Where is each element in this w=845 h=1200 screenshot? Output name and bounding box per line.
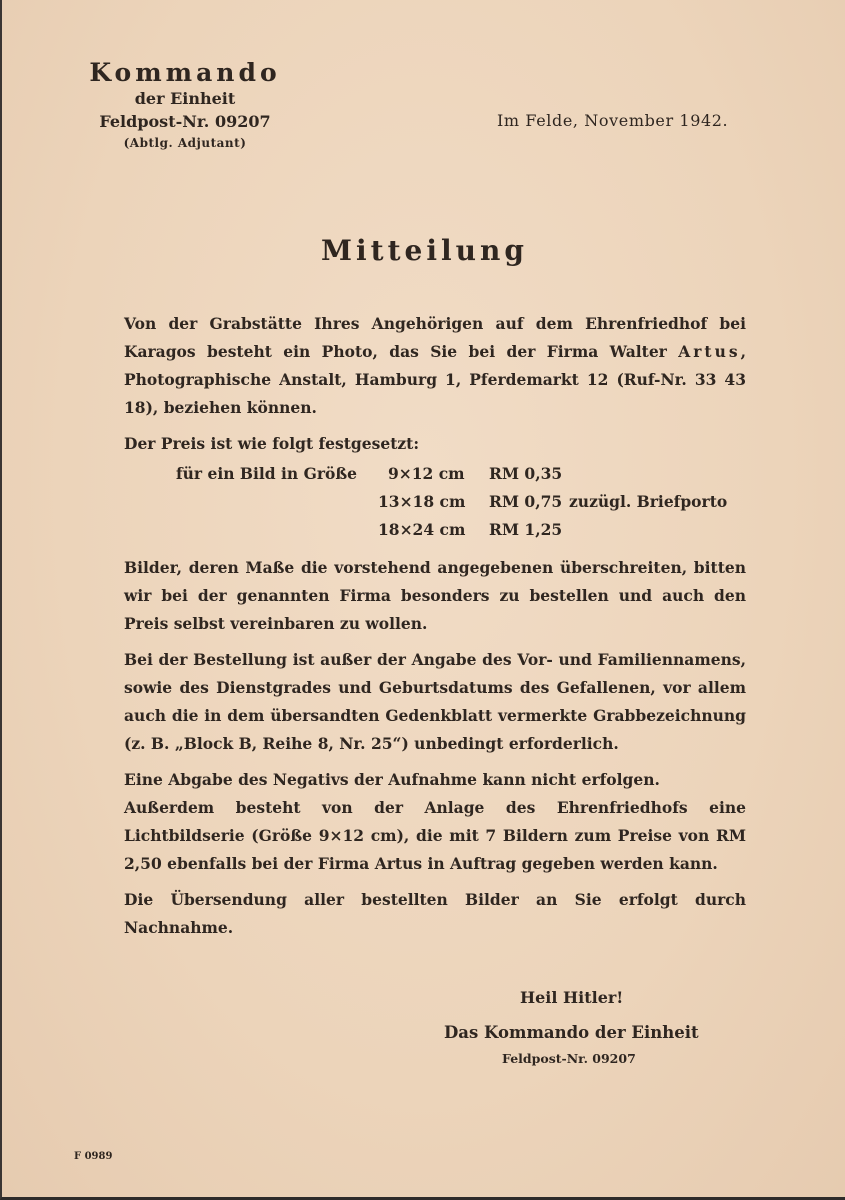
document-title: Mitteilung bbox=[321, 234, 528, 267]
price-intro: Der Preis ist wie folgt festgesetzt: bbox=[124, 434, 420, 453]
price-size: 13×18 cm bbox=[378, 492, 466, 511]
paragraph-photo bbox=[124, 310, 746, 422]
closing-signature: Das Kommando der Einheit bbox=[444, 1023, 699, 1042]
price-list bbox=[124, 460, 746, 548]
price-value: RM 0,35 bbox=[489, 464, 563, 483]
price-size: 18×24 cm bbox=[378, 520, 466, 539]
sender-block bbox=[60, 58, 310, 152]
paragraph-larger-sizes: Bilder, deren Maße die vorstehend angegebenen überschreiten, bitten wir bei der genannten Firma besonders zu bestellen und auch den Preis selbst vereinbaren zu wollen. bbox=[124, 558, 746, 633]
closing-feldpost: Feldpost-Nr. 09207 bbox=[502, 1051, 636, 1066]
price-size: 9×12 cm bbox=[388, 464, 465, 483]
sender-title: Kommando bbox=[89, 58, 281, 87]
price-note: zuzügl. Briefporto bbox=[569, 492, 728, 511]
paragraph-order-details: Bei der Bestellung ist außer der Angabe des Vor- und Familiennamens, sowie des Dienstgrades und Geburtsdatums des Gefallenen, vor allem auch die in dem übersandten Gedenkblatt vermerkte Grabbezeichnung (z. B. „Block B, Reihe 8, Nr. 25“) unbedingt erforderlich. bbox=[124, 650, 746, 753]
price-value: RM 0,75 bbox=[489, 492, 563, 511]
paragraph-photo-series: Außerdem besteht von der Anlage des Ehrenfriedhofs eine Lichtbildserie (Größe 9×12 cm), die mit 7 Bildern zum Preise von RM 2,50 ebenfalls bei der Firma Artus in Auftrag gegeben werden kann. bbox=[124, 798, 746, 873]
paragraph-photo-text-b: , Photographische Anstalt, Hamburg 1, Pferdemarkt 12 (Ruf-Nr. 33 43 18), beziehen können. bbox=[124, 342, 746, 417]
place-date: Im Felde, November 1942. bbox=[497, 111, 729, 130]
sender-feldpost: Feldpost-Nr. 09207 bbox=[99, 112, 271, 131]
price-value: RM 1,25 bbox=[489, 520, 563, 539]
sender-unit: der Einheit bbox=[134, 89, 236, 108]
sender-department: (Abtlg. Adjutant) bbox=[123, 136, 247, 150]
price-lead: für ein Bild in Größe bbox=[176, 464, 357, 483]
form-number: F 0989 bbox=[74, 1151, 113, 1162]
company-name: Artus bbox=[678, 342, 741, 361]
letter-body bbox=[124, 310, 746, 950]
paragraph-negative: Eine Abgabe des Negativs der Aufnahme kann nicht erfolgen. bbox=[124, 770, 660, 789]
paragraph-photo-text-a: Von der Grabstätte Ihres Angehörigen auf dem Ehrenfriedhof bei Karagos besteht ein Photo, das Sie bei der Firma Walter bbox=[124, 314, 746, 361]
paragraph-delivery: Die Übersendung aller bestellten Bilder an Sie erfolgt durch Nachnahme. bbox=[124, 890, 746, 937]
greeting: Heil Hitler! bbox=[520, 988, 624, 1007]
